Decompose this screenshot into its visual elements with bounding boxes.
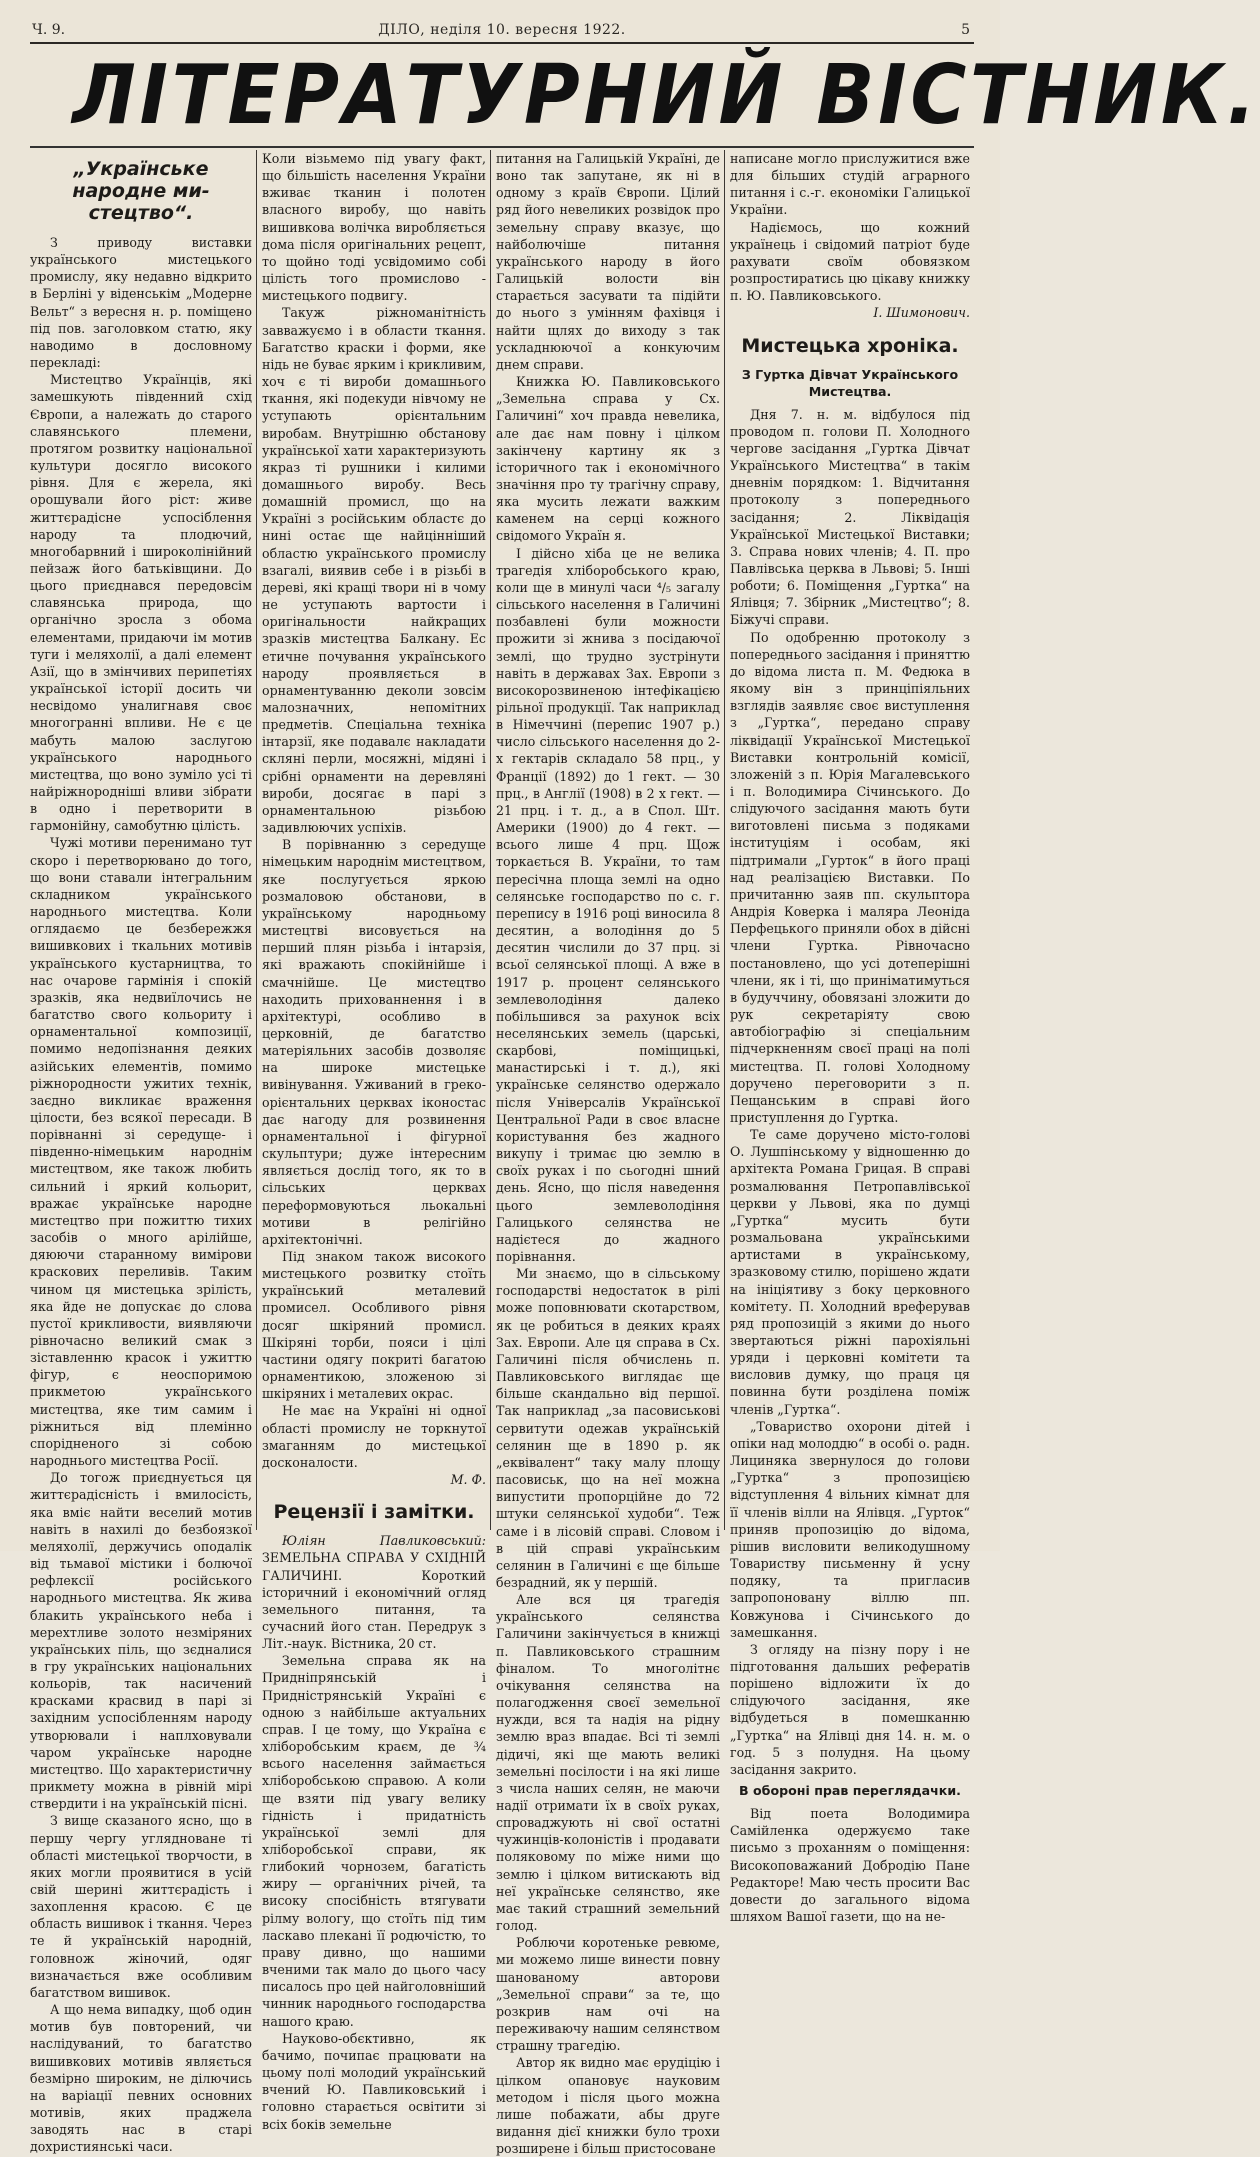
paragraph: До тогож приєднується ця життєрадісність і вмилосість, яка вміє найти веселий мотив навіть в нахилі до безбоязкої меляхолії, держучись оподалік від тьмавої містики і болючої рефлексії російського народнього мистецтва. Як жива блакить українського неба і мерехтливе золото незміряних українських піль, що зєдналися в гру українських національних кольорів, так насичений красками красвид в парі зі західним успосібленням народу утворювали і наплховували чаром українське народне мистецтво. Що характеристичну прикмету можна в рівній мірі ствердити і на українській пісні. xyxy=(30,1470,252,1812)
article-signature: І. Шимонович. xyxy=(873,305,970,321)
paragraph: Від поета Володимира Самійленка одержуємо таке письмо з проханням о поміщення: Високоповажаний Добродію Пане Редакторе! Маю честь просити Вас довести до загального відома шляхом Вашої газети, що на не- xyxy=(730,1806,970,1924)
paragraph: Мистецтво Українців, які замешкують південний схід Європи, а належать до старого славянського племени, протягом розвитку національної культури досягло високого рівня. Для є жерела, які орошували його ріст: живе життєрадісне успосіблення народу та плодючий, многобарвний і широколінійний пейзаж його батьківщини. До цього приєднався передовсім славянська природа, що органічно зросла з обома елементами, придаючи ім мотив туги і меляхолії, а далі елемент Азії, що в змінчивих перипетіях української історії досить чи несвідомо уналигнавя своє многогранні впливи. Не є це мабуть малою заслугою українського народнього мистецтва, що воно зуміло усі ті найріжнородніші вливи зібрати в одно і перетворити в гармонійну, самобутню цілість. xyxy=(30,372,252,834)
section-title-reviews: Рецензії і замітки. xyxy=(273,1501,475,1524)
column-1 xyxy=(30,150,252,2155)
paragraph: Надіємось, що кожний українець і свідомий патріот буде рахувати своїм обовязком розпростиратись цю цікаву книжку п. Ю. Павликовського. xyxy=(730,219,970,304)
paragraph: В порівнанню з середуще німецьким народнім мистецтвом, яке послугується яркою розмаловою обстанови, в українському народньому мистецтві висовується на перший плян різьба і інтарзія, які вражають спокійнійше і смачнійше. Це мистецтво находить прихованнення і в архітектурі, особливо в церковній, де багатство матеріяльних засобів дозволяє на широке мистецьке вивінування. Уживаний в греко-орієнтальних церквах іконостас дає нагоду для розвинення орнаментальної і фігурної скульптури; дуже інтересним являється дослід того, як то в сільських церквах переформовуються льокальні мотиви в релігійно архітектонічні. xyxy=(262,837,486,1247)
running-header xyxy=(30,18,974,44)
paragraph: Такуж ріжноманітність завважуємо і в области ткання. Багатство краски і форми, яке нідь не буває ярким і крикливим, хоч є ті вироби домашнього ткання, які подекуди нівчому не уступають орієнтальним виробам. Внутрішню обстанову української хати характеризують якраз ті рушники і килими домашнього виробу. Весь домашній промисл, що на Україні з російським областє до нині остає ще найцінніший областю українського промислу взагалі, виявив себе і в різьбі в дереві, які кращі твори ні в чому не уступають вартости і оригінальности найкращих зразків мистецтва Балкану. Ес етичне почування українського народу проявляється в орнаментуванню деколи зовсім малозначних, непомітних предметів. Спеціальна техніка інтарзії, яке подавалє накладати скляні перли, мосяжні, мідяні і срібні орнаменти на деревляні вироби, досягає в парі з орнаментальною різьбою задивлюючих успіхів. xyxy=(262,305,486,836)
section-title-art-chronicle: Мистецька хроніка. xyxy=(741,334,959,357)
article-signature: М. Ф. xyxy=(450,1472,486,1488)
paragraph: А що нема випадку, щоб один мотив був повторений, чи наслідуваний, то багатство вишивкових мотивів являється безмірно широким, не ділючись на варіації певних основних мотивів, яких праджела заводять нас в старі дохристиянські часи. xyxy=(30,2002,252,2155)
masthead-rule xyxy=(30,146,974,148)
paragraph: написане могло прислужитися вже для більших студій аграрного питання і с.-г. економіки Галицької України. xyxy=(730,151,970,218)
paragraph: Науково-обєктивно, як бачимо, почипає працювати на цьому полі молодий український вчений Ю. Павликовський і головно старається освітити зі всіх боків земельне xyxy=(262,2030,486,2132)
column-4 xyxy=(730,150,970,1924)
paragraph: Під знаком також високого мистецького розвитку стоїть український металевий промисел. Особливого рівня досяг шкіряний промисл. Шкіряні торби, пояси і цілі частини одягу покриті багатою орнаментикою, зложеною зі шкіряних і металевих окрас. xyxy=(262,1249,486,1402)
paragraph: З вище сказаного ясно, що в першу чергу углядноване ті області мистецької творчости, в яких могли проявитися в усій свій шерині життєрадість і захоплення красою. Є це область вишивок і ткання. Через те й українській народній, головнож жіночий, одяг визначається вже особливим багатством вишивок. xyxy=(30,1813,252,2000)
paragraph: Коли візьмемо під увагу факт, що більшість населення України вживає тканин і полотен власного виробу, що навіть вишивкова волічка виробляється дома після оригінальних рецепт, то щойно тоді усвідомимо собі цілість того промислово - мистецького подвигу. xyxy=(262,151,486,304)
article-title-folk-art: „Українське народне ми-стецтво“. xyxy=(72,158,210,224)
paragraph: Ми знаємо, що в сільському господарстві недостаток в рілі може поповнювати скотарством, як це робиться в деяких краях Зах. Европи. Але ця справа в Сх. Галичині після обчислень п. Павликовського виглядає ще більше скандально від першої. Так наприклад „за пасовиськові сервитути одежав українській селянин ще в 1890 р. як „еквівалент“ таку малу площу пасовиськ, що на неї можна випустити пропорційне до 72 штуки селянської худоби“. Теж саме і в лісовій справі. Словом і в цій справі українським селянин в Галичині є ще більше безрадний, як у першій. xyxy=(496,1266,720,1590)
column-divider xyxy=(724,150,725,1530)
paragraph: Роблючи коротеньке ревюме, ми можемо лише винести повну шанованому авторови „Земельної справи“ за те, що розкрив нам очі на переживаючу нашим селянством страшну трагедію. xyxy=(496,1935,720,2054)
paragraph: „Товариство охорони дітей і опіки над молоддю“ в особі о. радн. Лициняка звернулося до голови „Гуртка“ з пропозицією відступлення 4 вільних кімнат для її членів вілли на Ялівця. „Гурток“ приняв пропозицію до відома, рішив висловити великодушному Товариству письменну й усну подяку, та пригласив запропоновану віллю пп. Ковжунова і Січинського до замешкання. xyxy=(730,1418,970,1640)
review-author: Юліян Павликовський: xyxy=(282,1533,486,1549)
paragraph: Але вся ця трагедія українського селянства Галичини закінчується в книжці п. Павликовського страшним фіналом. То многолітнє очікування селянства на полагодження своєї земельної нужди, вся та надія на рідну землю враз впадає. Всі ті землі дідичі, які ще мають великі земельні посілости і на які лише з числа наших селян, не маючи надії отримати їх в своїх руках, спроваджують ні свої остатні чужинців-колоністів і продавати поляковому по міже ними що землю і цілком витискають від неї українське селянство, яке має такий страшний земельний голод. xyxy=(496,1592,720,1934)
column-2 xyxy=(262,150,486,2132)
issue-number: Ч. 9. xyxy=(32,22,66,38)
column-3 xyxy=(496,150,720,2157)
section-masthead: ЛІТЕРАТУРНИЙ ВІСТНИК. xyxy=(72,48,1260,143)
review-heading xyxy=(262,1532,486,1652)
paragraph: Чужі мотиви перенимано тут скоро і перетворювано до того, що вони ставали інтегральним складником українського народнього мистецтва. Коли оглядаємо це безбережжя вишивкових і ткальних мотивів українського кустарництва, то нас очарове гармінія і спокій зразків, яка недвиїлочись не багатство свого кольориту і орнаментальної композиції, помимо недопізнання деяких азійських елементів, помимо ріжнородности ужитих технік, заєдно викликає враження цілости, без всякої пересади. В порівнанні зі середуще- і південно-німецьким народнім мистецтвом, яке також любить сильний і яркий кольорит, вражає українське народне мистецтво при пожиттю тихих засобів о много арілійше, дяюючи старанному вимірови краскових переливів. Таким чином ця мистецька зрілість, яка йде не допускає до слова пустої крикливости, виявляючи рівночасно великий смак з зіставленню красок і ужиттю фігур, є неоспоримою прикметою українського мистецтва, яке тим самим і ріжниться від племінно спорідненого зі собою народнього мистецтва Росії. xyxy=(30,835,252,1469)
paragraph: З приводу виставки українського мистецького промислу, яку недавно відкрито в Берліні у віденськім „Модерне Вельт“ з вересня н. р. поміщено під пов. заголовком статю, яку наводимо в дословному перекладі: xyxy=(30,235,252,371)
paragraph: І дійсно хіба це не велика трагедія хліборобського краю, коли ще в минулі часи ⁴/₅ загалу сільського населення в Галичині позбавлені були можности прожити зі жнива з посідаючої землі, що трудно зустрінути навіть в державах Зах. Европи з високорозвиненою інтефікацією рільної продукції. Так наприклад в Німеччині (перепис 1907 р.) число сільського населення до 2-х гектарів складало 58 прц., у Франції (1892) до 1 гект. — 30 прц., в Англії (1908) в 2 х гект. — 21 прц. і т. д., а в Спол. Шт. Америки (1900) до 4 гект. — всього лише 4 прц. Щож торкається В. України, то там пересічна площа землі на одно селянське господарство по с. г. перепису в 1916 році виносила 8 десятин, а володіння до 5 десятин числили до 37 прц. зі всьої селянської площі. А вже в 1917 р. процент селянського землеволодіння далеко побільшився за рахунок всіх неселянських земель (царські, скарбові, поміщицькі, манастирські і т. д.), які українське селянство одержало після Універсалів Української Центральної Ради в своє власне користування без жадного викупу і тримає цю землю в своїх руках і по сьогодні шний день. Ясно, що після наведення цього землеволодіння Галицького селянства не надієтеся до жадного порівнання. xyxy=(496,545,720,1264)
review-book-title: ЗЕМЕЛЬНА СПРАВА У СХІДНІЙ ГАЛИЧИНІ. Короткий історичний і економічний огляд земельного питання, та сучасний його стан. Передрук з Літ.-наук. Вістника, 20 ст. xyxy=(262,1550,486,1652)
paragraph: З огляду на пізну пору і не підготовання дальших рефератів порішено відложити їх до слідуючого засідання, яке відбудеться в помешканню „Гуртка“ на Ялівці дня 14. н. м. о год. 5 з полудня. На цьому засідання закрито. xyxy=(730,1641,970,1777)
newspaper-date-line: ДІЛО, неділя 10. вересня 1922. xyxy=(378,22,626,38)
subsection-title: В обороні прав переглядачки. xyxy=(739,1783,961,1799)
paragraph: питання на Галицькій Україні, де воно так запутане, як ні в одному з країв Європи. Цілий ряд його невеликих розвідок про земельну справу вказує, що найболючіше питання українського народу в його Галицькій волости він старається засувати та підійти до нього з умінням фахівця і найти щлях до виходу з так ускладнюючої а конкуючим днем справи. xyxy=(496,151,720,372)
paragraph: Книжка Ю. Павликовського „Земельна справа у Сх. Галичині“ хоч правда невелика, але дає нам повну і цілком закінчену картину як з історичного так і економічного значіння про ту трагічну справу, яка мусить лежати важким каменем на серці кожного свідомого Україн я. xyxy=(496,374,720,544)
paragraph: По одобренню протоколу з попереднього засідання і приняттю до відома листа п. М. Федюка в якому він з принціпіяльних взглядів заявляє своє виступлення з „Гуртка“, передано справу ліквідації Української Мистецької Виставки контрольній комісії, зложеній з п. Юрія Магалевського і п. Володимира Січинського. До слідуючого засідання мають бути виготовлені письма з подяками інституціям і особам, які підтримали „Гурток“ в його праці над реалізацією Виставки. По причитанню заяв пп. скульптора Андрія Коверка і маляра Леоніда Перфецького приняли обох в дійсні члени Гуртка. Рівночасно постановлено, що усі дотеперішні члени, як і ті, що приніматимуться в будуччину, обовязані зложити до рук секретаріяту свою автобіографію зі спеціальним підчеркненням своєї праці на полі мистецтва. П. голові Холодному доручено переговорити з п. Пещанським в справі його приступлення до Гуртка. xyxy=(730,629,970,1125)
paragraph: Не має на Україні ні одної області промислу не торкнутої змаганням до мистецької досконалости. xyxy=(262,1403,486,1470)
page-number: 5 xyxy=(961,22,970,38)
column-divider xyxy=(490,150,491,1530)
subsection-title: З Гуртка Дівчат Українського Мистецтва. xyxy=(741,366,959,399)
column-divider xyxy=(256,150,257,1530)
paragraph: Дня 7. н. м. відбулося під проводом п. голови П. Холодного чергове засідання „Гуртка Дівчат Українського Мистецтва“ в такім дневнім порядком: 1. Відчитання протоколу з попереднього засідання; 2. Ліквідація Української Мистецької Виставки; 3. Справа нових членів; 4. П. про Павлівська церква в Львові; 5. Інші роботи; 6. Поміщення „Гуртка“ на Ялівця; 7. Збірник „Мистецтво“; 8. Біжучі справи. xyxy=(730,406,970,628)
paragraph: Автор як видно має ерудіцію і цілком опановує науковим методом і після цього можна лише побажати, абы друге видання дієї книжки було трохи розширене і більш пристосоване xyxy=(496,2055,720,2157)
paragraph: Те саме доручено місто-голові О. Лушпінському у відношенню до архітекта Романа Грицая. В справі розмалювання Петропавлівської церкви у Львові, яка по думці „Гуртка“ мусить бути розмальована українськими артистами в українському, зразковому стилю, порішено ждати на ініціятиву з боку церковного комітету. П. Холодний вреферував ряд пропозицій з якими до нього звертаються ріжні парохіяльні уряди і церковні комітети та висловив думку, що праця ця повинна бути розділена поміж членів „Гуртка“. xyxy=(730,1127,970,1417)
paragraph: Земельна справа як на Придніпрянській і Придністрянській Україні є одною з найбільше актуальних справ. І це тому, що Україна є хліборобським краєм, де ¾ всього населення займається хліборобською справою. А коли ще взяти під увагу велику гідність і придатність української землі для хліборобської справи, як глибокий чорнозем, багатість жиру — органічних річей, та високу спосібність втягувати рілму вологу, що стоїть під тим ласкаво плекані її родючістю, то праву дивно, що нашими вченими так мало до цього часу писалось про цей найголовніший чинник народнього господарства нашого краю. xyxy=(262,1653,486,2029)
